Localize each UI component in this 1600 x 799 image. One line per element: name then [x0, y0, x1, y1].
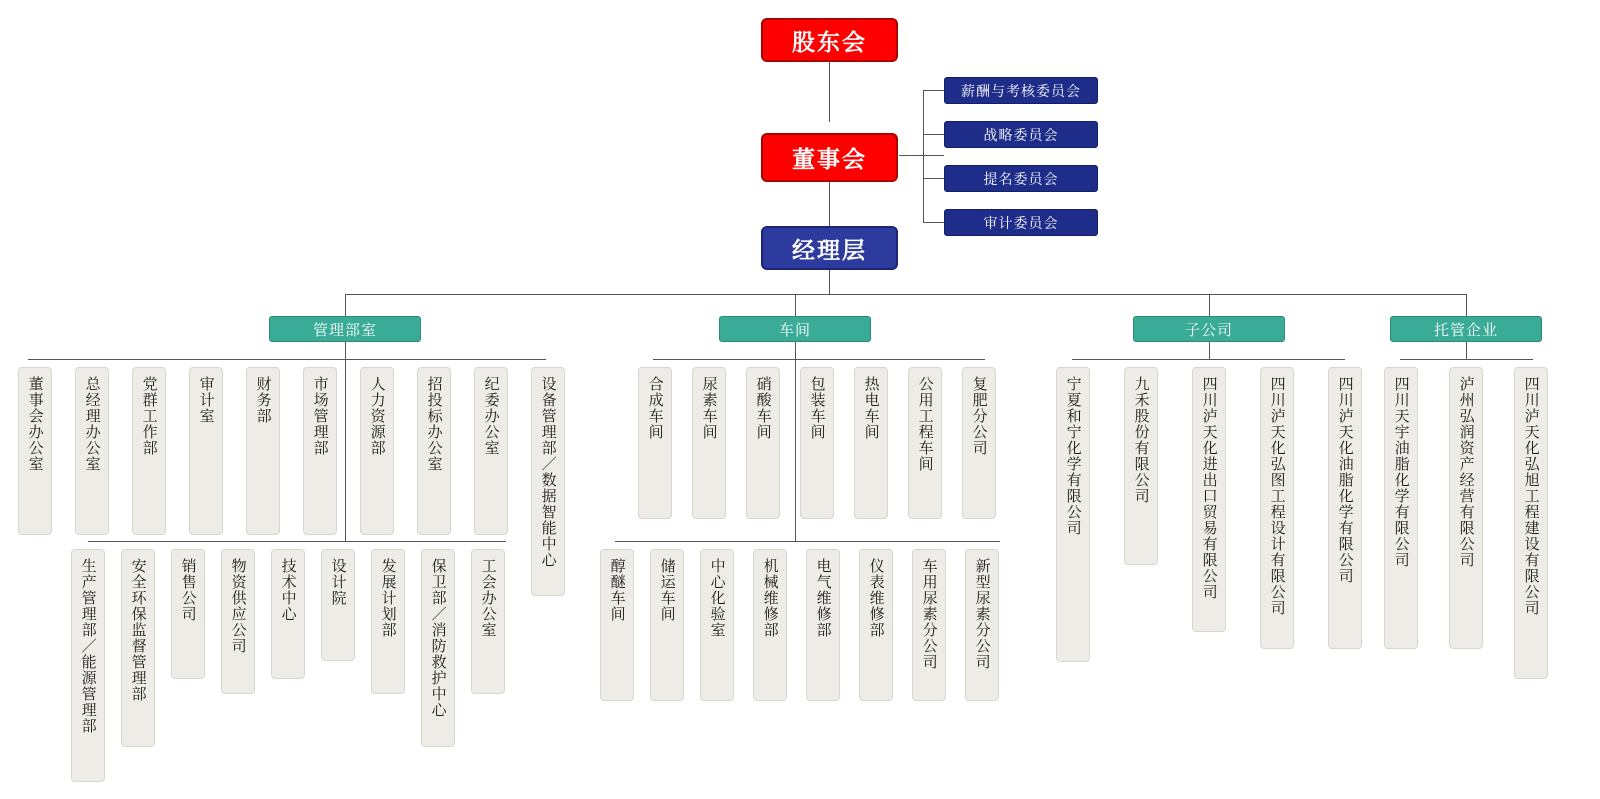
leaf-workshop-r1-2[interactable]: [746, 367, 780, 519]
leaf-label: 物资供应公司: [229, 558, 247, 654]
group-header-trusteeship[interactable]: [1390, 316, 1542, 342]
leaf-mgmt-r1-5[interactable]: [303, 367, 337, 535]
group-header-subsidiaries-label: 子公司: [1184, 321, 1233, 339]
leaf-mgmt-r1-3[interactable]: [189, 367, 223, 535]
leaf-mgmt-r1-2[interactable]: [132, 367, 166, 535]
node-committee-nomination[interactable]: [944, 165, 1098, 192]
connector-group3-down: [1209, 342, 1210, 359]
node-committee-compensation-label: 薪酬与考核委员会: [961, 82, 1081, 99]
node-committee-strategy[interactable]: [944, 121, 1098, 148]
connector-group4-bus: [1400, 359, 1533, 360]
leaf-mgmt-r1-1[interactable]: [75, 367, 109, 535]
connector-management-down: [829, 270, 830, 294]
group-header-trusteeship-label: 托管企业: [1433, 321, 1498, 339]
leaf-workshop-r2-4[interactable]: [806, 549, 840, 701]
leaf-mgmt-r1-6[interactable]: [360, 367, 394, 535]
leaf-label: 中心化验室: [708, 558, 726, 638]
connector-group2-down: [795, 342, 796, 359]
leaf-mgmt-r2-7[interactable]: [421, 549, 455, 747]
leaf-workshop-r2-6[interactable]: [912, 549, 946, 701]
node-shareholders[interactable]: [761, 18, 898, 62]
leaf-subsidiary-4[interactable]: [1328, 367, 1362, 649]
leaf-label: 包装车间: [808, 376, 826, 440]
leaf-mgmt-r2-4[interactable]: [271, 549, 305, 679]
group-header-workshops-label: 车间: [778, 321, 811, 339]
leaf-mgmt-r2-5[interactable]: [321, 549, 355, 661]
connector-committee-1: [923, 90, 944, 91]
leaf-label: 泸州弘润资产经营有限公司: [1457, 376, 1475, 568]
leaf-workshop-r2-0[interactable]: [600, 549, 634, 701]
leaf-label: 尿素车间: [700, 376, 718, 440]
leaf-label: 保卫部／消防救护中心: [429, 558, 447, 718]
leaf-label: 四川天宇油脂化学有限公司: [1392, 376, 1410, 568]
node-management-label: 经理层: [792, 236, 867, 263]
connector-group-4: [1466, 294, 1467, 316]
leaf-label: 审计室: [197, 376, 215, 424]
connector-group2-bus2: [615, 541, 1000, 542]
node-shareholders-label: 股东会: [792, 28, 867, 55]
leaf-workshop-r1-3[interactable]: [800, 367, 834, 519]
leaf-subsidiary-3[interactable]: [1260, 367, 1294, 649]
leaf-label: 纪委办公室: [482, 376, 500, 456]
leaf-label: 生产管理部／能源管理部: [79, 558, 97, 734]
leaf-trusteeship-0[interactable]: [1384, 367, 1418, 649]
node-committee-nomination-label: 提名委员会: [983, 170, 1059, 187]
leaf-mgmt-r2-3[interactable]: [221, 549, 255, 694]
node-board[interactable]: [761, 133, 898, 182]
connector-shareholders-board: [829, 62, 830, 122]
connector-group1-extra: [345, 359, 346, 541]
leaf-label: 设计院: [329, 558, 347, 606]
leaf-label: 党群工作部: [140, 376, 158, 456]
leaf-workshop-r2-5[interactable]: [859, 549, 893, 701]
leaf-label: 新型尿素分公司: [973, 558, 991, 670]
leaf-trusteeship-1[interactable]: [1449, 367, 1483, 649]
leaf-mgmt-r1-7[interactable]: [417, 367, 451, 535]
connector-group-3: [1209, 294, 1210, 316]
leaf-workshop-r2-2[interactable]: [700, 549, 734, 701]
leaf-label: 安全环保监督管理部: [129, 558, 147, 702]
group-header-management-departments[interactable]: [269, 316, 421, 342]
connector-committee-2: [923, 134, 944, 135]
leaf-label: 机械维修部: [761, 558, 779, 638]
leaf-label: 销售公司: [179, 558, 197, 622]
connector-group-2: [795, 294, 796, 316]
leaf-workshop-r1-4[interactable]: [854, 367, 888, 519]
connector-group1-down: [345, 342, 346, 359]
leaf-label: 市场管理部: [311, 376, 329, 456]
leaf-mgmt-r1-8[interactable]: [474, 367, 508, 535]
leaf-mgmt-r1-9[interactable]: [531, 367, 565, 596]
leaf-label: 宁夏和宁化学有限公司: [1064, 376, 1082, 536]
leaf-label: 仪表维修部: [867, 558, 885, 638]
group-header-management-departments-label: 管理部室: [312, 321, 377, 339]
connector-group4-down: [1466, 342, 1467, 359]
node-board-label: 董事会: [792, 146, 867, 172]
leaf-mgmt-r2-6[interactable]: [371, 549, 405, 694]
leaf-label: 技术中心: [279, 558, 297, 622]
connector-board-committee-stub: [899, 155, 944, 156]
node-committee-audit[interactable]: [944, 209, 1098, 236]
leaf-label: 合成车间: [646, 376, 664, 440]
connector-group2-extra: [795, 359, 796, 541]
connector-group1-bus: [28, 359, 546, 360]
leaf-label: 工会办公室: [479, 558, 497, 638]
connector-board-management: [829, 182, 830, 226]
leaf-label: 总经理办公室: [83, 376, 101, 472]
leaf-label: 硝酸车间: [754, 376, 772, 440]
node-management[interactable]: [761, 226, 898, 270]
node-committee-audit-label: 审计委员会: [983, 214, 1059, 231]
leaf-label: 四川泸天化进出口贸易有限公司: [1200, 376, 1218, 600]
leaf-trusteeship-2[interactable]: [1514, 367, 1548, 679]
node-committee-strategy-label: 战略委员会: [983, 126, 1059, 143]
leaf-label: 复肥分公司: [970, 376, 988, 456]
connector-committee-spine: [923, 90, 924, 223]
leaf-workshop-r1-1[interactable]: [692, 367, 726, 519]
leaf-mgmt-r1-4[interactable]: [246, 367, 280, 535]
connector-committee-3: [923, 178, 944, 179]
leaf-label: 四川泸天化弘旭工程建设有限公司: [1522, 376, 1540, 616]
leaf-mgmt-r2-1[interactable]: [121, 549, 155, 747]
leaf-label: 财务部: [254, 376, 272, 424]
leaf-label: 九禾股份有限公司: [1132, 376, 1150, 504]
leaf-subsidiary-1[interactable]: [1124, 367, 1158, 565]
leaf-label: 四川泸天化弘图工程设计有限公司: [1268, 376, 1286, 616]
leaf-workshop-r2-3[interactable]: [753, 549, 787, 701]
group-header-subsidiaries[interactable]: [1133, 316, 1285, 342]
leaf-subsidiary-2[interactable]: [1192, 367, 1226, 632]
leaf-mgmt-r2-8[interactable]: [471, 549, 505, 694]
leaf-workshop-r2-7[interactable]: [965, 549, 999, 701]
leaf-label: 公用工程车间: [916, 376, 934, 472]
connector-group3-bus: [1072, 359, 1345, 360]
connector-committee-4: [923, 222, 944, 223]
leaf-workshop-r1-0[interactable]: [638, 367, 672, 519]
leaf-label: 电气维修部: [814, 558, 832, 638]
leaf-label: 车用尿素分公司: [920, 558, 938, 670]
connector-group-1: [345, 294, 346, 316]
leaf-workshop-r1-6[interactable]: [962, 367, 996, 519]
connector-group-spine: [345, 294, 1466, 295]
leaf-label: 热电车间: [862, 376, 880, 440]
leaf-label: 董事会办公室: [26, 376, 44, 472]
leaf-workshop-r1-5[interactable]: [908, 367, 942, 519]
leaf-workshop-r2-1[interactable]: [650, 549, 684, 701]
leaf-label: 储运车间: [658, 558, 676, 622]
leaf-label: 醇醚车间: [608, 558, 626, 622]
connector-group2-bus: [653, 359, 985, 360]
leaf-label: 人力资源部: [368, 376, 386, 456]
connector-group1-bus2: [88, 541, 506, 542]
node-committee-compensation[interactable]: [944, 77, 1098, 104]
group-header-workshops[interactable]: [719, 316, 871, 342]
leaf-label: 四川泸天化油脂化学有限公司: [1336, 376, 1354, 584]
leaf-label: 招投标办公室: [425, 376, 443, 472]
leaf-mgmt-r1-0[interactable]: [18, 367, 52, 535]
leaf-mgmt-r2-0[interactable]: [71, 549, 105, 782]
leaf-subsidiary-0[interactable]: [1056, 367, 1090, 662]
leaf-mgmt-r2-2[interactable]: [171, 549, 205, 679]
leaf-label: 发展计划部: [379, 558, 397, 638]
leaf-label: 设备管理部／数据智能中心: [539, 376, 557, 568]
